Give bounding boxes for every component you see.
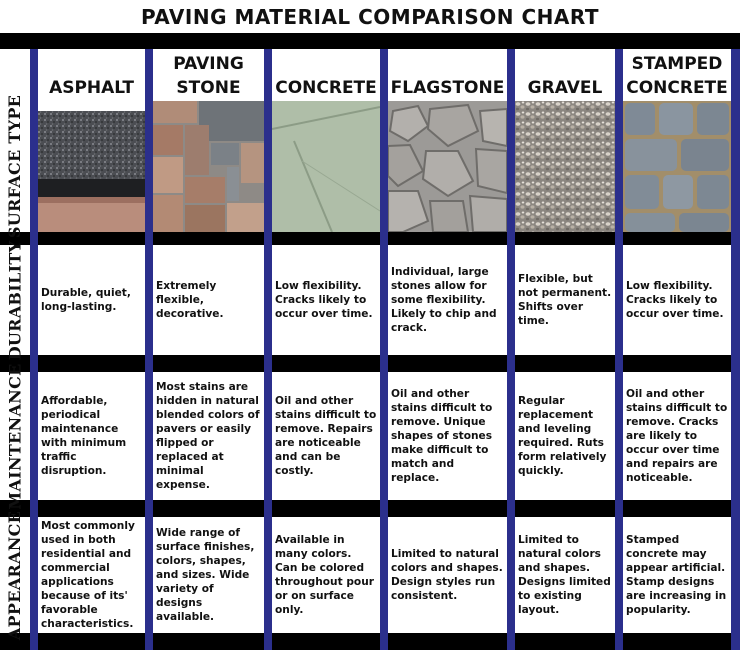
column-divider bbox=[264, 49, 272, 650]
durability-asphalt: Durable, quiet, long-lasting. bbox=[38, 245, 145, 355]
maintenance-asphalt: Affordable, periodical maintenance with minimum traffic disruption. bbox=[38, 372, 145, 500]
gravel-image bbox=[515, 101, 615, 232]
column-divider bbox=[30, 49, 38, 650]
appearance-concrete: Available in many colors. Can be colored throughout pour or on surface only. bbox=[272, 517, 380, 633]
durability-stamped-concrete: Low flexibility. Cracks likely to occur over time. bbox=[623, 245, 731, 355]
column-divider bbox=[615, 49, 623, 650]
appearance-flagstone: Limited to natural colors and shapes. Design styles run consistent. bbox=[388, 517, 507, 633]
appearance-asphalt: Most commonly used in both residential and commercial applications because of its' favorable characteristics. bbox=[38, 517, 145, 633]
row-label-appearance: APPEARANCE bbox=[0, 517, 30, 633]
stamped-concrete-image bbox=[623, 101, 731, 232]
appearance-gravel: Limited to natural colors and shapes. Designs limited to existing layout. bbox=[515, 517, 615, 633]
paving-stone-image bbox=[153, 101, 264, 232]
top-divider bbox=[0, 33, 740, 49]
column-header-asphalt: ASPHALT bbox=[38, 49, 145, 101]
column-header-flagstone: FLAGSTONE bbox=[388, 49, 507, 101]
appearance-paving-stone: Wide range of surface finishes, colors, shapes, and sizes. Wide variety of designs available. bbox=[153, 517, 264, 633]
appearance-stamped-concrete: Stamped concrete may appear artificial. Stamp designs are increasing in popularity. bbox=[623, 517, 731, 633]
flagstone-image bbox=[388, 101, 507, 232]
column-divider bbox=[731, 49, 740, 650]
chart-title: PAVING MATERIAL COMPARISON CHART bbox=[0, 0, 740, 33]
maintenance-concrete: Oil and other stains difficult to remove. Repairs are noticeable and can be costly. bbox=[272, 372, 380, 500]
row-label-maintenance: MAINTENANCE bbox=[0, 372, 30, 500]
durability-paving-stone: Extremely flexible, decorative. bbox=[153, 245, 264, 355]
row-label-surface-type: SURFACE TYPE bbox=[0, 101, 30, 232]
column-divider bbox=[145, 49, 153, 650]
maintenance-paving-stone: Most stains are hidden in natural blended colors of pavers or easily flipped or replaced at minimal expense. bbox=[153, 372, 264, 500]
asphalt-image bbox=[38, 101, 145, 232]
column-header-paving-stone: PAVING STONE bbox=[153, 49, 264, 101]
header-corner bbox=[0, 49, 30, 101]
concrete-image bbox=[272, 101, 380, 232]
column-header-concrete: CONCRETE bbox=[272, 49, 380, 101]
column-header-gravel: GRAVEL bbox=[515, 49, 615, 101]
durability-concrete: Low flexibility. Cracks likely to occur over time. bbox=[272, 245, 380, 355]
durability-flagstone: Individual, large stones allow for some flexibility. Likely to chip and crack. bbox=[388, 245, 507, 355]
column-divider bbox=[507, 49, 515, 650]
column-divider bbox=[380, 49, 388, 650]
column-header-stamped-concrete: STAMPED CONCRETE bbox=[623, 49, 731, 101]
maintenance-stamped-concrete: Oil and other stains difficult to remove. Cracks are likely to occur over time and repairs are noticeable. bbox=[623, 372, 731, 500]
row-label-durability: DURABILITY bbox=[0, 245, 30, 355]
durability-gravel: Flexible, but not permanent. Shifts over time. bbox=[515, 245, 615, 355]
maintenance-gravel: Regular replacement and leveling required. Ruts form relatively quickly. bbox=[515, 372, 615, 500]
maintenance-flagstone: Oil and other stains difficult to remove. Unique shapes of stones make difficult to match and replace. bbox=[388, 372, 507, 500]
